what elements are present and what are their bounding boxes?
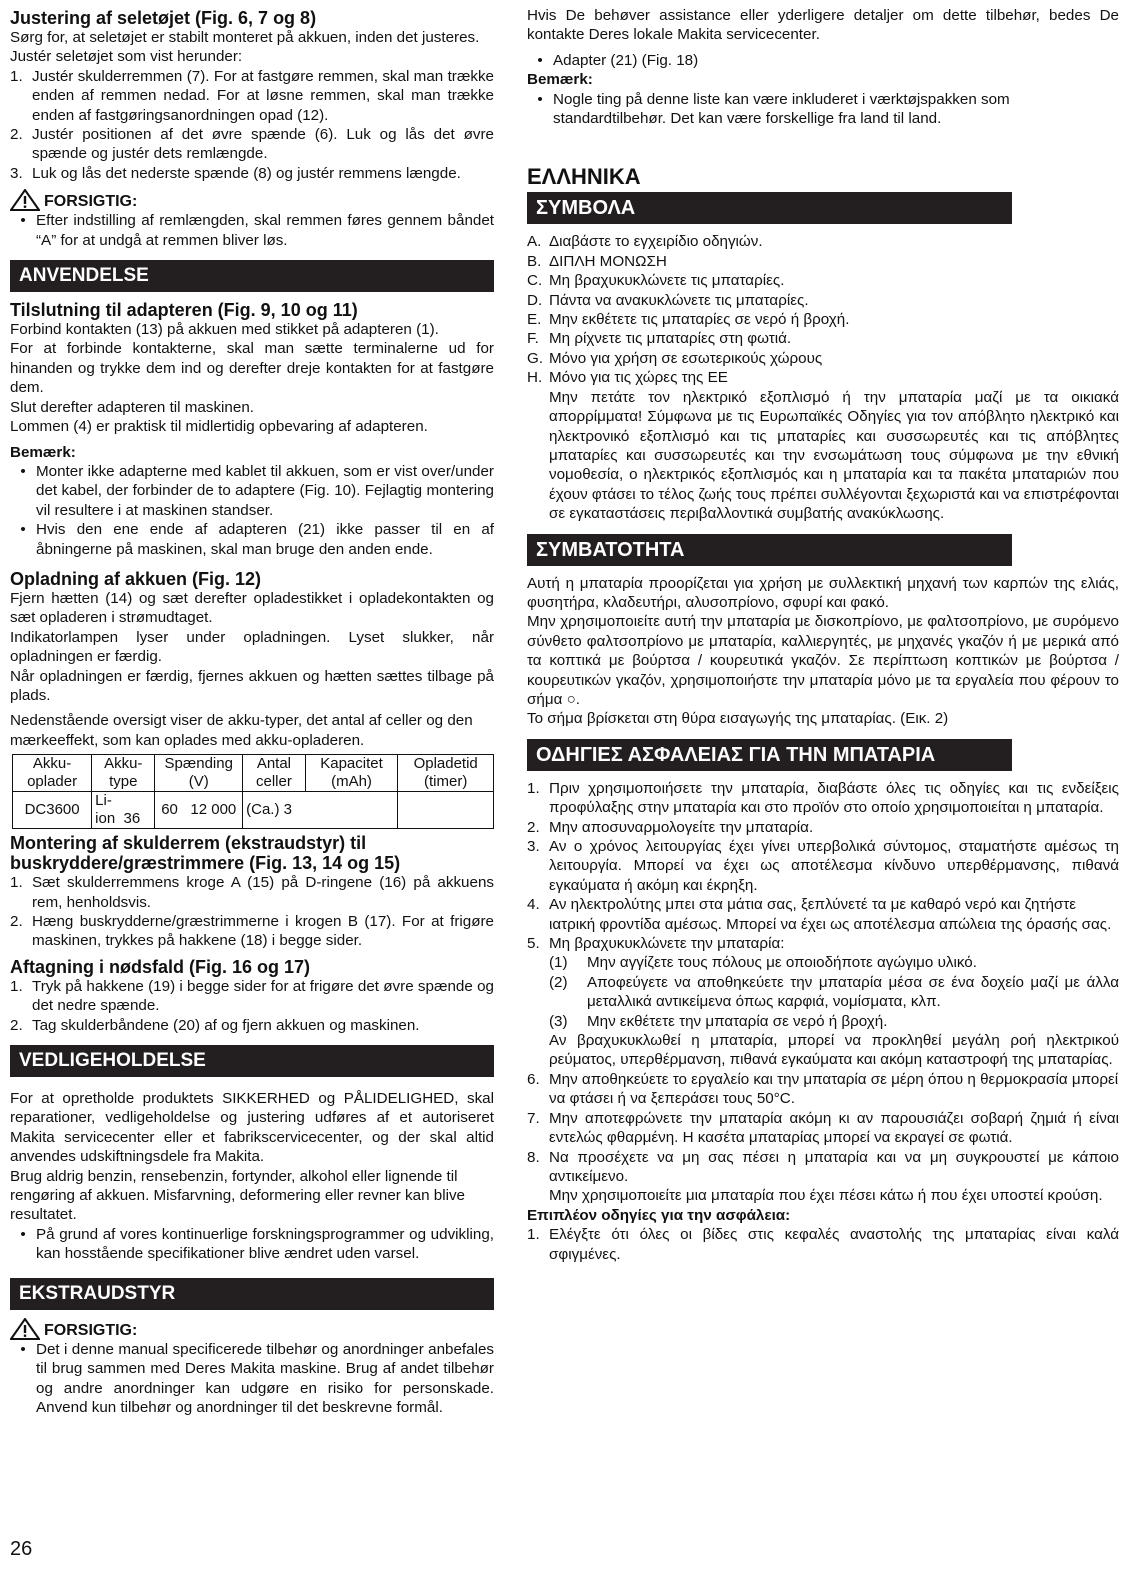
section-heading: Aftagning i nødsfald (Fig. 16 og 17) bbox=[10, 956, 310, 977]
section-bar-anvendelse: ANVENDELSE bbox=[10, 260, 494, 292]
table-header: Kapacitet (mAh) bbox=[305, 755, 398, 792]
paragraph: Το σήμα βρίσκεται στη θύρα εισαγωγής της μπαταρίας. (Εικ. 2) bbox=[527, 710, 949, 728]
list-item: 1. Tryk på hakkene (19) i begge sider for at frigøre det øvre spænde og det nedre spænde. bbox=[10, 977, 494, 1015]
page-number: 26 bbox=[10, 1538, 33, 1560]
paragraph: Slut derefter adapteren til maskinen. bbox=[10, 398, 254, 416]
list-item: 2. Μην αποσυναρμολογείτε την μπαταρία. bbox=[527, 818, 814, 836]
list-item: 1. Justér skulderremmen (7). For at fastgøre remmen, skal man trække enden af remmen nedad. For at løsne remmen, skal man trække enden af fastgøringsanordningen opad (12). bbox=[10, 67, 494, 124]
section-bar-ekstraudstyr: EKSTRAUDSTYR bbox=[10, 1278, 494, 1310]
table-header: Akku-oplader bbox=[13, 755, 92, 792]
table-header: Akku-type bbox=[92, 755, 155, 792]
table-header: Antal celler bbox=[243, 755, 306, 792]
list-item: • Det i denne manual specificerede tilbehør og anordninger anbefales til brug sammen med Deres Makita maskine. Brug af andet tilbehør og andre anordninger kan udgøre en risiko for personskade. Anvend kun tilbehør og anordninger til det beskrevne formål. bbox=[20, 1340, 494, 1416]
symbol-item: C. Μη βραχυκυκλώνετε τις μπαταρίες. bbox=[527, 272, 785, 290]
list-item: • Nogle ting på denne liste kan være inkluderet i værktøjspakken som standardtilbehør. Det kan være forskellige fra land til land. bbox=[537, 90, 1010, 128]
symbol-item: H. Μόνο για τις χώρες της ΕΕ bbox=[527, 369, 728, 387]
list-item: 7. Μην αποτεφρώνετε την μπαταρία ακόμη κι αν παρουσιάζει σοβαρή ζημιά ή είναι εντελώς φθαρμένη. Η κασέτα μπαταρίας μπορεί να εκραγεί σε φωτιά. bbox=[527, 1109, 1119, 1147]
list-item: 1. Πριν χρησιμοποιήσετε την μπαταρία, διαβάστε όλες τις οδηγίες και τις ενδείξεις προφύλαξης στην μπαταρία και στο προϊόν στο οποίο χρησιμοποιείται η μπαταρία. bbox=[527, 779, 1119, 817]
paragraph: Sørg for, at seletøjet er stabilt monteret på akkuen, inden det justeres. bbox=[10, 29, 480, 46]
sub-list-item: (3) Μην εκθέτετε την μπαταρία σε νερό ή βροχή. bbox=[549, 1012, 888, 1030]
warning-triangle-icon bbox=[10, 189, 40, 211]
symbol-item: F. Μη ρίχνετε τις μπαταρίες στη φωτιά. bbox=[527, 330, 792, 348]
list-item: 5. Μη βραχυκυκλώνετε την μπαταρία: bbox=[527, 935, 785, 953]
paragraph: Justér seletøjet som vist herunder: bbox=[10, 48, 243, 66]
symbol-item: D. Πάντα να ανακυκλώνετε τις μπαταρίες. bbox=[527, 291, 809, 309]
symbol-item: A. Διαβάστε το εγχειρίδιο οδηγιών. bbox=[527, 233, 763, 251]
warning-triangle-icon bbox=[10, 1318, 40, 1340]
paragraph: Fjern hætten (14) og sæt derefter opladestikket i opladekontakten og sæt opladeren i strømudtaget. bbox=[10, 589, 494, 627]
paragraph: Lommen (4) er praktisk til midlertidig opbevaring af adapteren. bbox=[10, 418, 428, 436]
symbol-item: G. Μόνο για χρήση σε εσωτερικούς χώρους bbox=[527, 349, 823, 367]
left-column bbox=[10, 6, 494, 1417]
paragraph: Hvis De behøver assistance eller yderligere detaljer om dette tilbehør, bedes De kontakte Deres lokale Makita servicecenter. bbox=[527, 7, 1119, 44]
table-cell: Li-ion 36 bbox=[92, 792, 155, 829]
section-bar-odigies: ΟΔΗΓΙΕΣ ΑΣΦΑΛΕΙΑΣ ΓΙΑ ΤΗΝ ΜΠΑΤΑΡΙΑ bbox=[527, 739, 1012, 771]
paragraph: Brug aldrig benzin, rensebenzin, fortynder, alkohol eller lignende til rengøring af akkuen. Misfarvning, deformering eller revner kan blive resultatet. bbox=[10, 1167, 465, 1224]
caution-heading: FORSIGTIG: bbox=[10, 1318, 494, 1340]
list-item: • Adapter (21) (Fig. 18) bbox=[537, 51, 699, 69]
section-bar-symvatotita: ΣΥΜΒΑΤΟΤΗΤΑ bbox=[527, 534, 1012, 566]
note-label: Bemærk: bbox=[10, 443, 76, 461]
paragraph: Når opladningen er færdig, fjernes akkuen og hætten sættes tilbage på plads. bbox=[10, 667, 494, 704]
section-bar-vedligeholdelse: VEDLIGEHOLDELSE bbox=[10, 1045, 494, 1077]
symbol-item: B. ΔΙΠΛΗ ΜΟΝΩΣΗ bbox=[527, 252, 667, 270]
paragraph: Μην χρησιμοποιείτε αυτή την μπαταρία με δισκοπρίονο, με φαλτσοπρίονο, με συρόμενο σύνθετο φαλτσοπρίονο με μπαταρία, καλλιεργητές, με μηχανές γκαζόν ή με μερικά από τα κοπτικά με βούρτσα / κουρευτικά γκαζόν. Σε περίπτωση κοπτικών με βούρτσα / κουρευτικών γκαζόν, χρησιμοποιήστε την μπαταρία μόνο με τα εργαλεία που φέρουν το σήμα ○. bbox=[527, 613, 1119, 708]
list-item: 3. Αν ο χρόνος λειτουργίας έχει γίνει υπερβολικά σύντομος, σταματήστε αμέσως τη λειτουργία. Μπορεί να έχει ως αποτέλεσμα κίνδυνο υπερθέρμανσης, πιθανά εγκαύματα ή ακόμη και έκρηξη. bbox=[527, 838, 1119, 894]
table-cell: 60 12 000 bbox=[155, 792, 243, 829]
paragraph: Indikatorlampen lyser under opladningen. Lyset slukker, når opladningen er færdig. bbox=[10, 628, 494, 666]
symbol-item: E. Μην εκθέτετε τις μπαταρίες σε νερό ή βροχή. bbox=[527, 311, 850, 329]
paragraph: Αυτή η μπαταρία προορίζεται για χρήση με συλλεκτική μηχανή των καρπών της ελιάς, φυσητήρα, κλαδευτήρι, αλυσοπρίονο, σφυρί και φακό. bbox=[527, 574, 1119, 611]
list-item: 2. Hæng buskrydderne/græstrimmerne i krogen B (17). For at frigøre maskinen, trykkes på hakkene (18) i begge sider. bbox=[10, 913, 494, 950]
list-item: 1. Sæt skulderremmens kroge A (15) på D-ringene (16) på akkuens rem, henholdsvis. bbox=[10, 874, 494, 911]
list-item: 2. Justér positionen af det øvre spænde (6). Luk og lås det øvre spænde og justér dets remlængde. bbox=[10, 126, 494, 163]
section-heading-justering: Justering af seletøjet (Fig. 6, 7 og 8) bbox=[10, 8, 317, 28]
language-title: ΕΛΛΗΝΙΚΑ bbox=[527, 164, 641, 190]
list-item: 4. Αν ηλεκτρολύτης μπει στα μάτια σας, ξεπλύνετέ τα με καθαρό νερό και ζητήστε ιατρική φροντίδα αμέσως. Μπορεί να έχει ως αποτέλεσμα απώλεια της όρασής σας. bbox=[527, 896, 1112, 933]
section-heading: Opladning af akkuen (Fig. 12) bbox=[10, 568, 262, 589]
caution-heading: FORSIGTIG: bbox=[10, 189, 494, 211]
sub-heading: Επιπλέον οδηγίες για την ασφάλεια: bbox=[527, 1206, 791, 1224]
table-header: Spænding (V) bbox=[155, 755, 243, 792]
list-item: • Monter ikke adapterne med kablet til akkuen, som er vist over/under det kabel, der forbinder de to adaptere (Fig. 10). Fejlagtig montering vil resultere i at maskinen standser. bbox=[20, 462, 494, 519]
table-row bbox=[13, 792, 494, 829]
paragraph: Forbind kontakten (13) på akkuen med stikket på adapteren (1). bbox=[10, 321, 439, 339]
sub-list-item: (2) Αποφεύγετε να αποθηκεύετε την μπαταρία μέσα σε ένα δοχείο μαζί με άλλα μεταλλικά αντικείμενα όπως καρφιά, νομίσματα, κλπ. bbox=[549, 973, 1119, 1011]
table-cell: DC3600 bbox=[13, 792, 92, 829]
list-item: • På grund af vores kontinuerlige forskningsprogrammer og udvikling, kan hosstående specifikationer blive ændret uden varsel. bbox=[20, 1225, 494, 1263]
paragraph: For at forbinde kontakterne, skal man sætte terminalerne ud for hinanden og trykke dem ind og derefter dreje kontakten for at fastgøre dem. bbox=[10, 340, 494, 397]
section-heading: Montering af skulderrem (ekstraudstyr) til buskryddere/græstrimmere (Fig. 13, 14 og 15) bbox=[10, 833, 401, 874]
list-item: • Efter indstilling af remlængden, skal remmen føres gennem båndet “A” for at undgå at remmen bliver løs. bbox=[20, 212, 494, 249]
table-cell bbox=[398, 792, 494, 829]
paragraph: Nedenstående oversigt viser de akku-typer, det antal af celler og den mærkeeffekt, som kan oplades med akku-opladeren. bbox=[10, 712, 473, 749]
section-bar-symbola: ΣΥΜΒΟΛΑ bbox=[527, 192, 1012, 224]
paragraph: Μην πετάτε τον ηλεκτρικό εξοπλισμό ή την μπαταρία μαζί με τα οικιακά απορρίμματα! Σύμφωνα με τις Ευρωπαϊκές Οδηγίες για τον απόβλητο ηλεκτρικό και ηλεκτρονικό εξοπλισμό και τις μπαταρίες και συσσωρευτές και τις απόβλητες μπαταρίες και συσσωρευτές και την ενσωμάτωση τους σύμφωνα με την εθνική νομοθεσία, ο ηλεκτρικός εξοπλισμός και η μπαταρία και τα πακέτα μπαταριών που έχουν φτάσει το τέλος ζωής τους πρέπει συλλέγονται ξεχωριστά και να επιστρέφονται σε εγκαταστάσεις περιβαλλοντικά συμβατής ανακύκλωσης. bbox=[549, 388, 1119, 523]
table-cell: (Ca.) 3 bbox=[243, 792, 398, 829]
paragraph: Αν βραχυκυκλωθεί η μπαταρία, μπορεί να προκληθεί μεγάλη ροή ηλεκτρικού ρεύματος, υπερθέρμανση, πιθανά εγκαύματα και ακόμη καταστροφή της μπαταρίας. bbox=[549, 1032, 1119, 1069]
note-label: Bemærk: bbox=[527, 71, 593, 89]
list-item: 3. Luk og lås det nederste spænde (8) og justér remmens længde. bbox=[10, 164, 461, 182]
right-column bbox=[527, 6, 1119, 1264]
list-item: 1. Ελέγξτε ότι όλες οι βίδες στις κεφαλές αναστολής της μπαταρίας είναι καλά σφιγμένες. bbox=[527, 1226, 1119, 1263]
akku-table bbox=[12, 754, 494, 829]
list-item: 6. Μην αποθηκεύετε το εργαλείο και την μπαταρία σε μέρη όπου η θερμοκρασία μπορεί να φτάσει ή να ξεπεράσει τους 50°C. bbox=[527, 1070, 1119, 1108]
list-item: • Hvis den ene ende af adapteren (21) ikke passer til en af åbningerne på maskinen, skal man bruge den anden ende. bbox=[20, 521, 494, 558]
sub-list-item: (1) Μην αγγίζετε τους πόλους με οποιοδήποτε αγώγιμο υλικό. bbox=[549, 954, 977, 972]
list-item: 2. Tag skulderbåndene (20) af og fjern akkuen og maskinen. bbox=[10, 1016, 420, 1034]
table-header: Opladetid (timer) bbox=[398, 755, 494, 792]
paragraph: Μην χρησιμοποιείτε μια μπαταρία που έχει πέσει κάτω ή που έχει υποστεί κρούση. bbox=[549, 1187, 1103, 1205]
table-header-row bbox=[13, 755, 494, 792]
list-item: 8. Να προσέχετε να μη σας πέσει η μπαταρία και να μη συγκρουστεί με κάποιο αντικείμενο. bbox=[527, 1148, 1119, 1185]
section-heading: Tilslutning til adapteren (Fig. 9, 10 og 11) bbox=[10, 300, 358, 321]
paragraph: For at opretholde produktets SIKKERHED og PÅLIDELIGHED, skal reparationer, vedligeholdelse og justering udføres af et autoriseret Makita servicecenter eller et fabrikscervicecenter, og der skal altid anvendes udskiftningsdele fra Makita. bbox=[10, 1090, 494, 1166]
